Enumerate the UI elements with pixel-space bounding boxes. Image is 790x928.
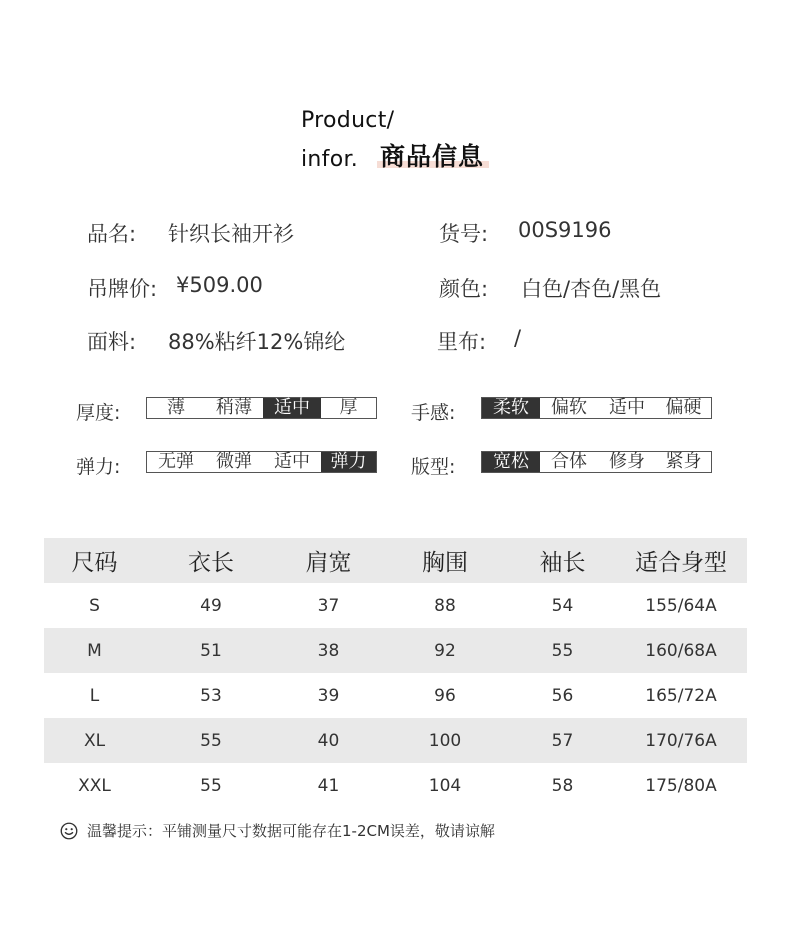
table-header-row [44, 538, 747, 583]
cell-size: L [89, 685, 100, 706]
measurement-note [60, 820, 495, 841]
header-sleeve: 袖长 [510, 538, 615, 583]
title-en-line2: infor. [301, 147, 359, 172]
header-chest: 胸围 [380, 538, 510, 583]
hand-feel-scale [481, 397, 712, 419]
sku-label: 货号: [439, 222, 489, 246]
cell-sleeve: 58 [551, 775, 574, 796]
cell-sleeve: 57 [510, 718, 615, 763]
elasticity-option: 微弹 [216, 451, 252, 472]
hand-feel-option: 适中 [609, 397, 645, 418]
cell-shoulder: 41 [317, 775, 340, 796]
fit-option: 合体 [551, 451, 587, 472]
cell-body-type: 165/72A [645, 685, 717, 706]
sku-value: 00S9196 [518, 218, 612, 242]
cell-shoulder: 40 [277, 718, 380, 763]
thickness-option-selected: 适中 [263, 398, 321, 418]
cell-body-type: 170/76A [615, 718, 747, 763]
hand-feel-option: 偏硬 [665, 397, 702, 418]
table-row [44, 718, 747, 763]
thickness-option: 厚 [339, 397, 358, 418]
cell-shoulder: 39 [317, 685, 340, 706]
fit-option-selected: 宽松 [482, 452, 540, 472]
fit-option: 修身 [609, 451, 645, 472]
color-label: 颜色: [439, 277, 489, 301]
cell-size: XXL [78, 775, 111, 796]
cell-length: 55 [200, 775, 222, 796]
name-value: 针织长袖开衫 [168, 222, 294, 246]
fit-scale [481, 451, 712, 473]
table-row [44, 673, 747, 718]
header-length: 衣长 [145, 538, 277, 583]
cell-length: 55 [145, 718, 277, 763]
cell-size: M [44, 628, 145, 673]
table-row [44, 583, 747, 628]
title-en-line1: Product/ [301, 108, 395, 133]
cell-shoulder: 38 [277, 628, 380, 673]
thickness-option: 薄 [167, 397, 185, 418]
elasticity-option-selected: 弹力 [321, 452, 376, 472]
cell-size: S [89, 595, 100, 616]
cell-length: 51 [145, 628, 277, 673]
cell-sleeve: 56 [551, 685, 574, 706]
cell-size: XL [44, 718, 145, 763]
elasticity-label: 弹力: [76, 456, 121, 478]
fabric-label: 面料: [87, 330, 137, 354]
cell-body-type: 160/68A [615, 628, 747, 673]
elasticity-option: 适中 [274, 451, 310, 472]
price-value: ¥509.00 [176, 273, 263, 297]
header-size: 尺码 [44, 538, 145, 583]
name-label: 品名: [87, 222, 137, 246]
lining-label: 里布: [437, 330, 487, 354]
cell-body-type: 155/64A [645, 595, 717, 616]
header-body-type: 适合身型 [615, 538, 747, 583]
cell-length: 53 [200, 685, 222, 706]
smile-icon [60, 822, 78, 840]
table-row [44, 763, 747, 808]
elasticity-scale [146, 451, 377, 473]
lining-value: / [514, 326, 522, 350]
cell-sleeve: 54 [551, 595, 574, 616]
hand-feel-option-selected: 柔软 [482, 398, 540, 418]
header-shoulder: 肩宽 [277, 538, 380, 583]
fit-option: 紧身 [665, 451, 702, 472]
table-row [44, 628, 747, 673]
cell-chest: 92 [380, 628, 510, 673]
cell-chest: 100 [380, 718, 510, 763]
size-table [44, 538, 747, 808]
cell-body-type: 175/80A [645, 775, 717, 796]
thickness-option: 稍薄 [216, 397, 252, 418]
fabric-value: 88%粘纤12%锦纶 [168, 330, 346, 354]
cell-chest: 88 [434, 595, 456, 616]
cell-length: 49 [200, 595, 222, 616]
fit-label: 版型: [411, 456, 456, 478]
cell-shoulder: 37 [317, 595, 340, 616]
cell-sleeve: 55 [510, 628, 615, 673]
page-title: 商品信息 [380, 142, 485, 171]
cell-chest: 104 [428, 775, 462, 796]
elasticity-option: 无弹 [158, 451, 194, 472]
color-value: 白色/杏色/黑色 [521, 277, 662, 301]
thickness-scale [146, 397, 377, 419]
hand-feel-option: 偏软 [551, 397, 587, 418]
note-text: 温馨提示：平铺测量尺寸数据可能存在1-2CM误差，敬请谅解 [87, 822, 495, 840]
hand-feel-label: 手感: [411, 402, 456, 424]
thickness-label: 厚度: [76, 402, 121, 424]
cell-chest: 96 [434, 685, 456, 706]
price-label: 吊牌价: [87, 277, 158, 301]
